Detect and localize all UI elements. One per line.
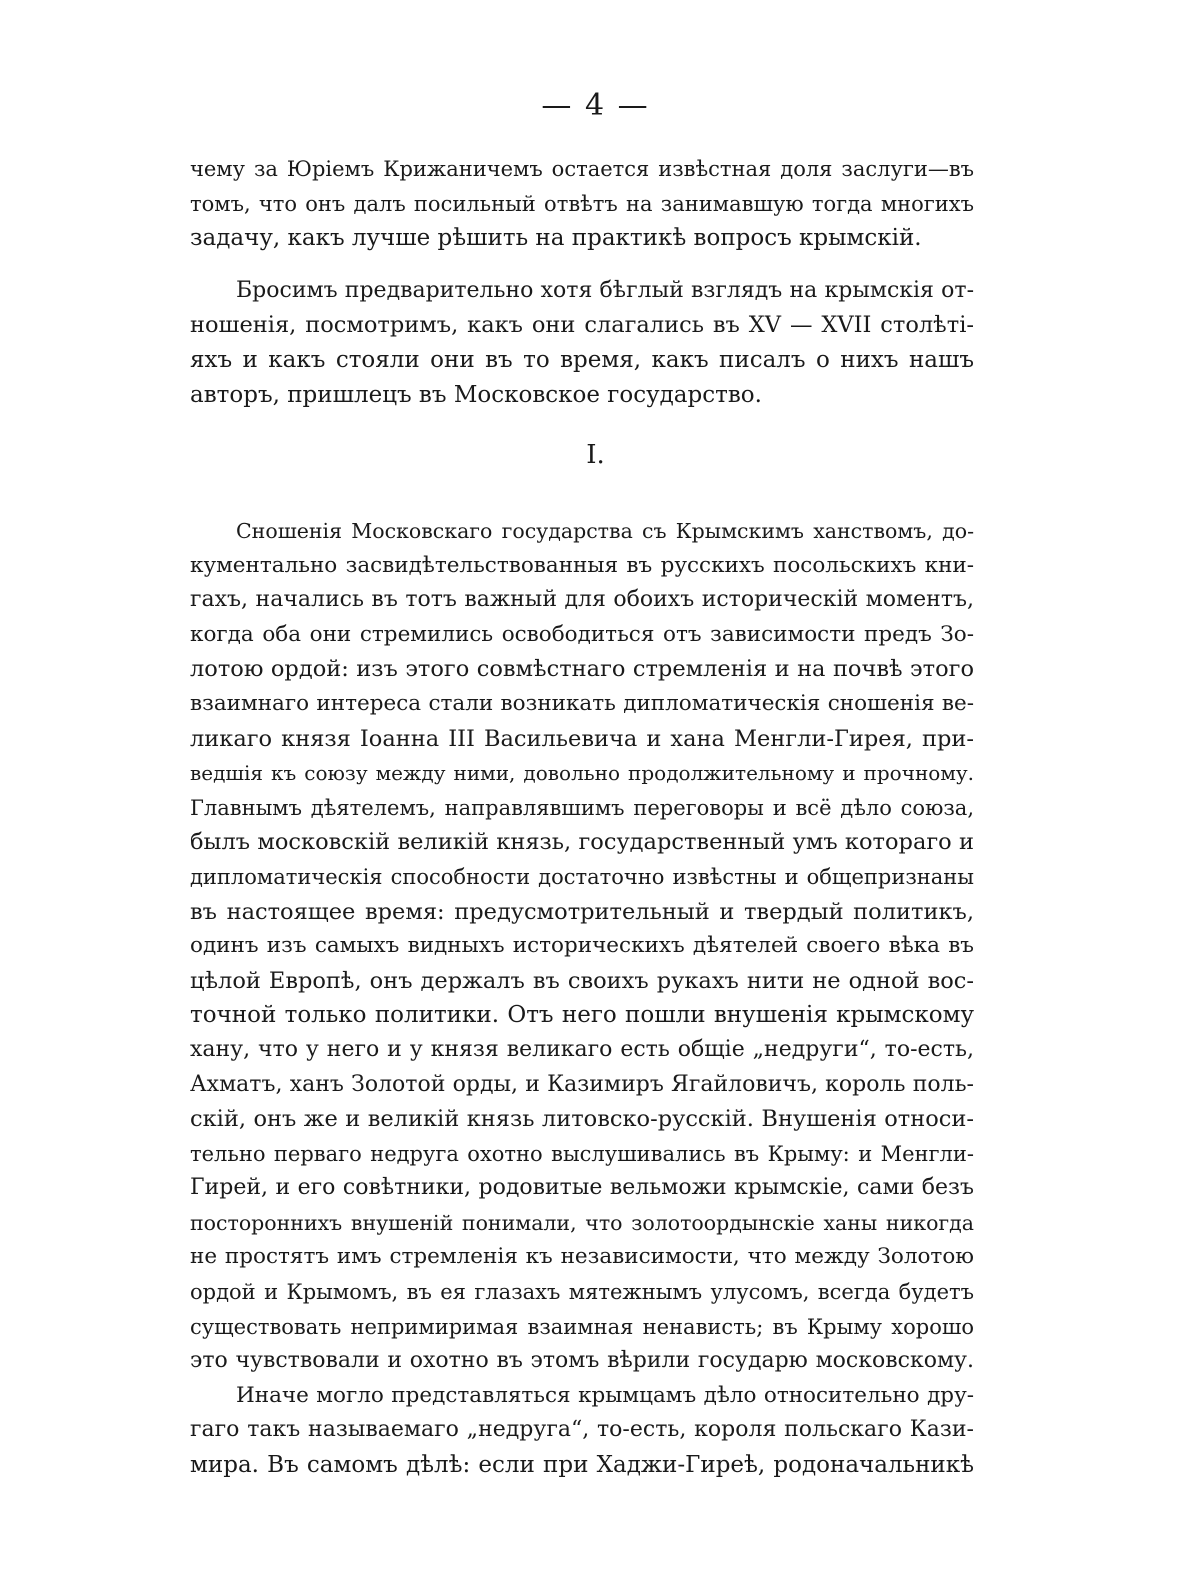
text-line: чему за Юріемъ Крижаничемъ остается извѣстная доля заслуги—въ [190, 157, 974, 181]
section-heading: I. [586, 440, 605, 470]
text-line: мира. Въ самомъ дѣлѣ: если при Хаджи-Гиреѣ, родоначальникѣ [190, 1452, 974, 1479]
text-line: въ настоящее время: предусмотрительный и твердый политикъ, [190, 898, 974, 925]
text-line: Иначе могло представляться крымцамъ дѣло относительно дру- [236, 1382, 974, 1408]
paragraph [190, 1379, 974, 1483]
paragraph [190, 274, 974, 412]
text-line: не простятъ имъ стремленія къ независимости, что между Золотою [190, 1244, 974, 1270]
text-line: Гирей, и его совѣтники, родовитые вельможи крымскіе, сами безъ [190, 1175, 974, 1201]
text-line: былъ московскій великій князь, государственный умъ котораго и [190, 829, 974, 856]
text-line: ликаго князя Іоанна III Васильевича и хана Менгли-Гирея, при- [190, 725, 974, 752]
paragraph [190, 514, 974, 1379]
text-line: цѣлой Европѣ, онъ держалъ въ своихъ рукахъ нити не одной вос- [190, 967, 974, 994]
text-line: дипломатическія способности достаточно извѣстны и общепризнаны [190, 864, 974, 889]
text-line: лотою ордой: изъ этого совмѣстнаго стремленія и на почвѣ этого [190, 656, 974, 683]
text-line: авторъ, пришлецъ въ Московское государство. [190, 381, 762, 408]
text-line: задачу, какъ лучше рѣшить на практикѣ вопросъ крымскій. [190, 225, 922, 252]
text-line: Главнымъ дѣятелемъ, направлявшимъ переговоры и всё дѣло союза, [190, 795, 974, 820]
text-line: существовать непримиримая взаимная ненависть; въ Крыму хорошо [190, 1314, 974, 1339]
page-number: — 4 — [541, 88, 650, 123]
text-line: скій, онъ же и великій князь литовско-русскій. Внушенія относи- [190, 1106, 974, 1133]
text-line: яхъ и какъ стояли они въ то время, какъ писалъ о нихъ нашъ [190, 346, 974, 373]
text-line: точной только политики. Отъ него пошли внушенія крымскому [190, 1002, 974, 1029]
text-line: гахъ, начались въ тотъ важный для обоихъ историческій моментъ, [190, 587, 974, 613]
text-line: ведшія къ союзу между ними, довольно продолжительному и прочному. [190, 761, 974, 786]
text-line: ордой и Крымомъ, въ ея глазахъ мятежнымъ улусомъ, всегда будетъ [190, 1280, 974, 1305]
text-line: когда оба они стремились освободиться отъ зависимости предъ Зо- [190, 621, 974, 647]
paragraph-gap [190, 256, 974, 274]
text-line: Бросимъ предварительно хотя бѣглый взглядъ на крымскія от- [236, 277, 974, 303]
text-line: кументально засвидѣтельствованныя въ русскихъ посольскихъ кни- [190, 552, 974, 578]
text-line: одинъ изъ самыхъ видныхъ историческихъ дѣятелей своего вѣка въ [190, 933, 974, 959]
text-line: Сношенія Московскаго государства съ Крымскимъ ханствомъ, до- [236, 519, 974, 543]
text-line: это чувствовали и охотно въ этомъ вѣрили государю московскому. [190, 1348, 974, 1374]
text-line: тельно перваго недруга охотно выслушивались въ Крыму: и Менгли- [190, 1141, 974, 1166]
text-line: взаимнаго интереса стали возникать дипломатическія сношенія ве- [190, 690, 974, 716]
text-line: Ахматъ, ханъ Золотой орды, и Казимиръ Ягайловичъ, король поль- [190, 1071, 974, 1097]
intro-text [190, 152, 974, 412]
text-line: ношенія, посмотримъ, какъ они слагались въ XV — XVII столѣті- [190, 312, 974, 339]
text-line: гаго такъ называемаго „недруга“, то-есть, короля польскаго Кази- [190, 1417, 974, 1443]
text-line: томъ, что онъ далъ посильный отвѣтъ на занимавшую тогда многихъ [190, 191, 974, 216]
text-line: постороннихъ внушеній понимали, что золотоордынскіе ханы никогда [190, 1210, 974, 1235]
text-line: хану, что у него и у князя великаго есть общіе „недруги“, то-есть, [190, 1036, 974, 1062]
paragraph [190, 152, 974, 256]
body-text [190, 514, 974, 1483]
